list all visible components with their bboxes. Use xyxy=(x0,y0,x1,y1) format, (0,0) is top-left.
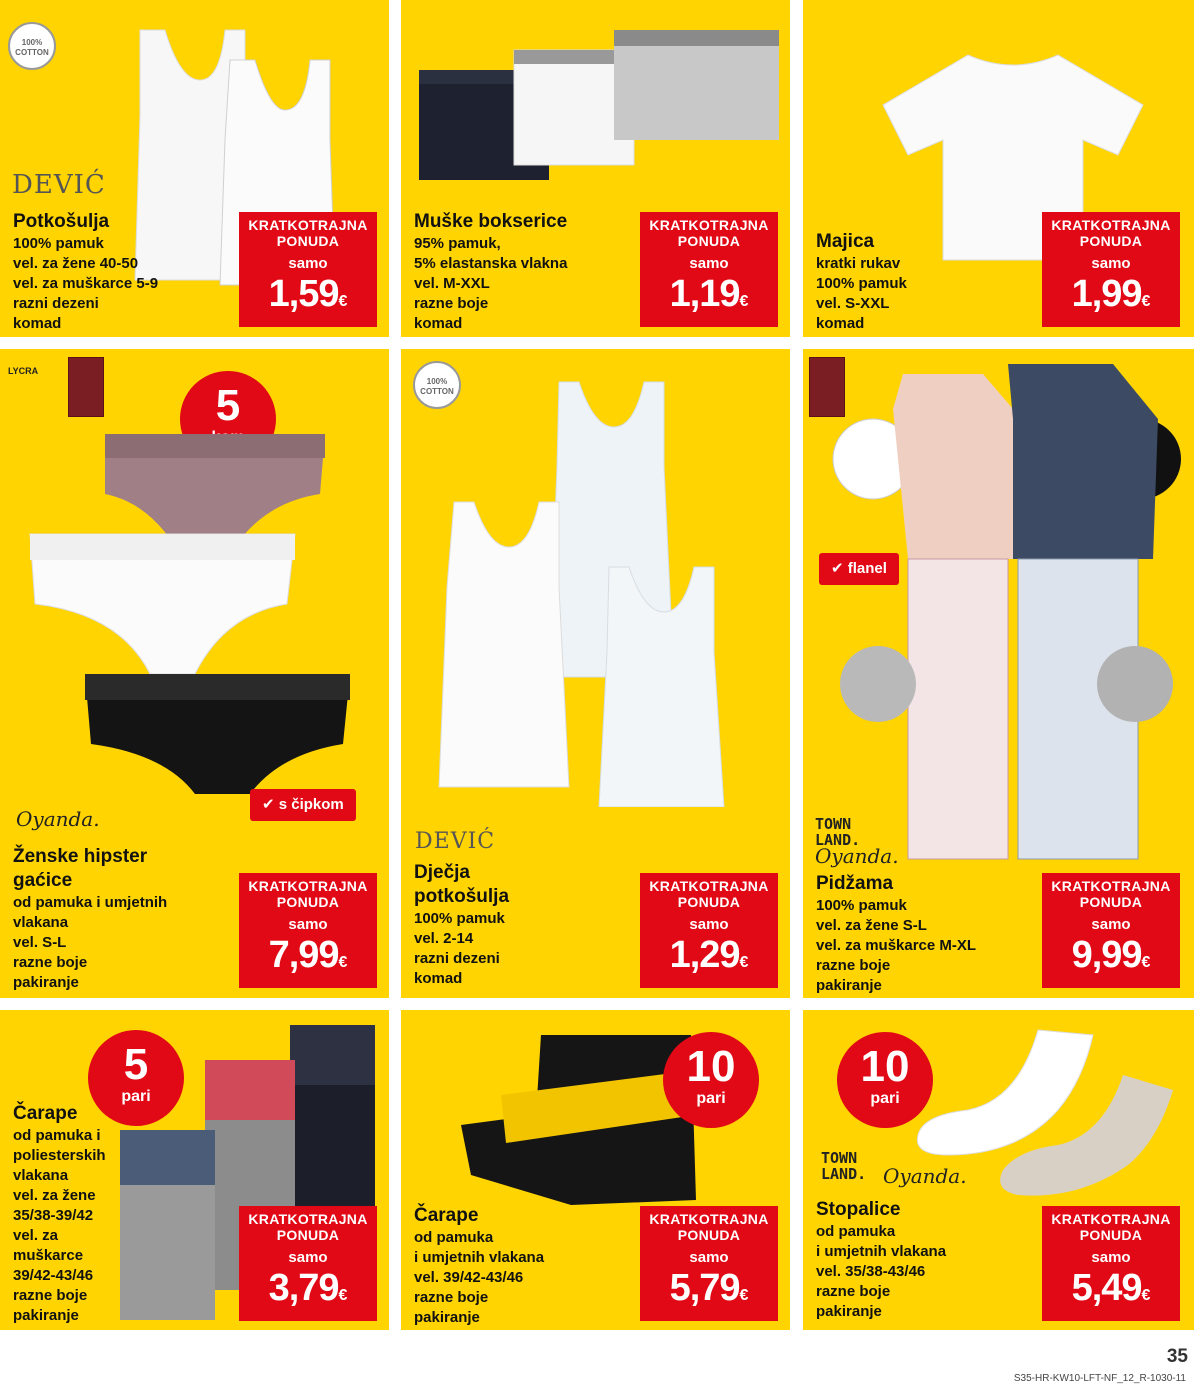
currency-symbol: € xyxy=(1141,954,1151,971)
product-tile-carape-xxl[interactable] xyxy=(401,1010,790,1330)
product-description xyxy=(816,872,1046,996)
desc-line: vel. za žene xyxy=(13,1187,96,1204)
product-tile-pidzama[interactable] xyxy=(803,349,1194,998)
unit-label: pakiranje xyxy=(13,1307,79,1324)
product-description xyxy=(13,845,243,993)
price-box xyxy=(1042,873,1180,988)
product-tile-djecja-potkosulja[interactable] xyxy=(401,349,790,998)
desc-line: 100% pamuk xyxy=(414,910,505,927)
kids-tank-image xyxy=(429,377,759,807)
unit-label: komad xyxy=(816,315,865,332)
offer-label: KRATKOTRAJNA PONUDA xyxy=(649,217,769,249)
offer-label: KRATKOTRAJNA PONUDA xyxy=(248,1211,368,1243)
product-name: Muške bokserice xyxy=(414,211,568,232)
desc-line: 5% elastanska vlakna xyxy=(414,255,568,272)
unit-label: komad xyxy=(13,315,62,332)
cotton-badge: 100% COTTON xyxy=(8,22,56,70)
product-description xyxy=(414,1204,644,1328)
product-name: Čarape xyxy=(414,1205,479,1226)
product-name: Pidžama xyxy=(816,873,894,894)
lycra-logo: LYCRA xyxy=(8,366,39,376)
desc-line: vlakana xyxy=(13,914,69,931)
page-number: 35 xyxy=(1166,1346,1188,1367)
samo-label: samo xyxy=(1091,1249,1131,1266)
brand-oyanda-logo: Oyanda. xyxy=(16,807,100,831)
certificate-icon xyxy=(68,357,104,417)
desc-line: razni dezeni xyxy=(13,295,99,312)
desc-line: razne boje xyxy=(414,295,489,312)
product-description xyxy=(414,861,644,989)
product-tile-carape-bleur[interactable] xyxy=(0,1010,389,1330)
offer-label: KRATKOTRAJNA PONUDA xyxy=(1051,878,1171,910)
currency-symbol: € xyxy=(338,1287,348,1304)
desc-line: od pamuka xyxy=(816,1223,896,1240)
desc-line: 100% pamuk xyxy=(13,235,104,252)
badge-number: 10 xyxy=(860,1042,910,1091)
desc-line: vel. za muškarce 5-9 xyxy=(13,275,159,292)
desc-line: vel. M-XXL xyxy=(414,275,490,292)
cotton-badge: 100% COTTON xyxy=(413,361,461,409)
currency-symbol: € xyxy=(739,293,749,310)
boxers-image xyxy=(419,30,779,180)
badge-number: 10 xyxy=(686,1042,736,1091)
brand-devic-logo: DEVIĆ xyxy=(12,170,106,200)
desc-line: i umjetnih vlakana xyxy=(414,1249,545,1266)
product-tile-stopalice[interactable] xyxy=(803,1010,1194,1330)
price-box xyxy=(239,212,377,327)
price-box xyxy=(1042,212,1180,327)
desc-line: vel. za muškarce M-XL xyxy=(816,937,977,954)
desc-line: kratki rukav xyxy=(816,255,901,272)
price-box xyxy=(239,1206,377,1321)
samo-label: samo xyxy=(689,916,729,933)
desc-line: razne boje xyxy=(13,954,88,971)
desc-line: vel. 35/38-43/46 xyxy=(816,1263,926,1280)
product-name: Ženske hipster xyxy=(13,846,148,867)
currency-symbol: € xyxy=(739,954,749,971)
product-description xyxy=(414,210,644,334)
desc-line: od pamuka i xyxy=(13,1127,101,1144)
offer-label: KRATKOTRAJNA PONUDA xyxy=(1051,217,1171,249)
currency-symbol: € xyxy=(338,954,348,971)
desc-line: vel. za xyxy=(13,1227,59,1244)
desc-line: razne boje xyxy=(816,1283,891,1300)
lace-tag: ✔ s čipkom xyxy=(250,789,356,821)
desc-line: vel. za žene 40-50 xyxy=(13,255,139,272)
product-description xyxy=(13,210,243,334)
brand-townland-logo: TOWN LAND. xyxy=(815,815,861,849)
desc-line: muškarce xyxy=(13,1247,84,1264)
desc-line: vlakana xyxy=(13,1167,69,1184)
desc-line: vel. S-XXL xyxy=(816,295,890,312)
currency-symbol: € xyxy=(1141,1287,1151,1304)
desc-line: 39/42-43/46 xyxy=(13,1267,94,1284)
price-amount: 1,29€ xyxy=(669,934,749,976)
price-box xyxy=(640,212,778,327)
brand-townland-logo: TOWN LAND. xyxy=(821,1149,867,1183)
desc-line: razne boje xyxy=(13,1287,88,1304)
currency-symbol: € xyxy=(1141,293,1151,310)
product-name: Čarape xyxy=(13,1103,78,1124)
desc-line: 100% pamuk xyxy=(816,897,907,914)
price-box xyxy=(239,873,377,988)
product-description xyxy=(816,1198,1046,1322)
desc-line: razne boje xyxy=(414,1289,489,1306)
price-amount: 1,59€ xyxy=(268,273,348,315)
price-amount: 3,79€ xyxy=(268,1267,348,1309)
desc-line: poliesterskih xyxy=(13,1147,106,1164)
samo-label: samo xyxy=(288,916,328,933)
unit-label: pakiranje xyxy=(816,977,882,994)
pajama-image xyxy=(823,359,1183,869)
footer-code: S35-HR-KW10-LFT-NF_12_R-1030-11 xyxy=(1013,1373,1186,1384)
desc-line: razni dezeni xyxy=(414,950,500,967)
offer-label: KRATKOTRAJNA PONUDA xyxy=(248,878,368,910)
badge-label: pari xyxy=(696,1090,726,1107)
price-box xyxy=(640,873,778,988)
price-box xyxy=(1042,1206,1180,1321)
samo-label: samo xyxy=(689,255,729,272)
product-name: Dječja xyxy=(414,862,470,883)
badge-number: 5 xyxy=(215,381,241,430)
desc-line: razne boje xyxy=(816,957,891,974)
desc-line: 35/38-39/42 xyxy=(13,1207,94,1224)
samo-label: samo xyxy=(288,255,328,272)
product-description xyxy=(816,230,1046,334)
brand-devic-logo: DEVIĆ xyxy=(415,829,496,854)
desc-line: i umjetnih vlakana xyxy=(816,1243,947,1260)
price-box xyxy=(640,1206,778,1321)
product-tile-potkosulja[interactable] xyxy=(0,0,389,337)
price-amount: 1,19€ xyxy=(669,273,749,315)
currency-symbol: € xyxy=(338,293,348,310)
price-amount: 7,99€ xyxy=(268,934,348,976)
currency-symbol: € xyxy=(739,1287,749,1304)
unit-label: komad xyxy=(414,315,463,332)
product-name: Potkošulja xyxy=(13,211,110,232)
product-tile-majica[interactable] xyxy=(803,0,1194,337)
product-tile-bokserice[interactable] xyxy=(401,0,790,337)
unit-label: pakiranje xyxy=(816,1303,882,1320)
desc-line: vel. 2-14 xyxy=(414,930,474,947)
offer-label: KRATKOTRAJNA PONUDA xyxy=(1051,1211,1171,1243)
quantity-badge xyxy=(663,1032,759,1128)
samo-label: samo xyxy=(288,1249,328,1266)
product-name: Majica xyxy=(816,231,875,252)
brand-oyanda-logo: Oyanda. xyxy=(815,844,899,868)
product-name: gaćice xyxy=(13,870,73,891)
desc-line: od pamuka i umjetnih xyxy=(13,894,168,911)
unit-label: pakiranje xyxy=(13,974,79,991)
price-amount: 1,99€ xyxy=(1071,273,1151,315)
product-description xyxy=(13,1102,143,1326)
product-tile-gacice[interactable] xyxy=(0,349,389,998)
badge-label: pari xyxy=(121,1088,151,1105)
badge-label: pari xyxy=(870,1090,900,1107)
samo-label: samo xyxy=(1091,255,1131,272)
flannel-tag: ✔ flanel xyxy=(819,553,899,585)
desc-line: vel. S-L xyxy=(13,934,67,951)
samo-label: samo xyxy=(1091,916,1131,933)
briefs-image xyxy=(25,434,355,794)
desc-line: 100% pamuk xyxy=(816,275,907,292)
desc-line: vel. 39/42-43/46 xyxy=(414,1269,524,1286)
price-amount: 5,49€ xyxy=(1071,1267,1151,1309)
unit-label: pakiranje xyxy=(414,1309,480,1326)
brand-oyanda-logo: Oyanda. xyxy=(883,1164,967,1188)
badge-number: 5 xyxy=(123,1040,149,1089)
product-name: Stopalice xyxy=(816,1199,901,1220)
price-amount: 9,99€ xyxy=(1071,934,1151,976)
offer-label: KRATKOTRAJNA PONUDA xyxy=(248,217,368,249)
samo-label: samo xyxy=(689,1249,729,1266)
desc-line: 95% pamuk, xyxy=(414,235,501,252)
unit-label: komad xyxy=(414,970,463,987)
desc-line: vel. za žene S-L xyxy=(816,917,927,934)
product-name: potkošulja xyxy=(414,886,510,907)
offer-label: KRATKOTRAJNA PONUDA xyxy=(649,878,769,910)
offer-label: KRATKOTRAJNA PONUDA xyxy=(649,1211,769,1243)
desc-line: od pamuka xyxy=(414,1229,494,1246)
price-amount: 5,79€ xyxy=(669,1267,749,1309)
